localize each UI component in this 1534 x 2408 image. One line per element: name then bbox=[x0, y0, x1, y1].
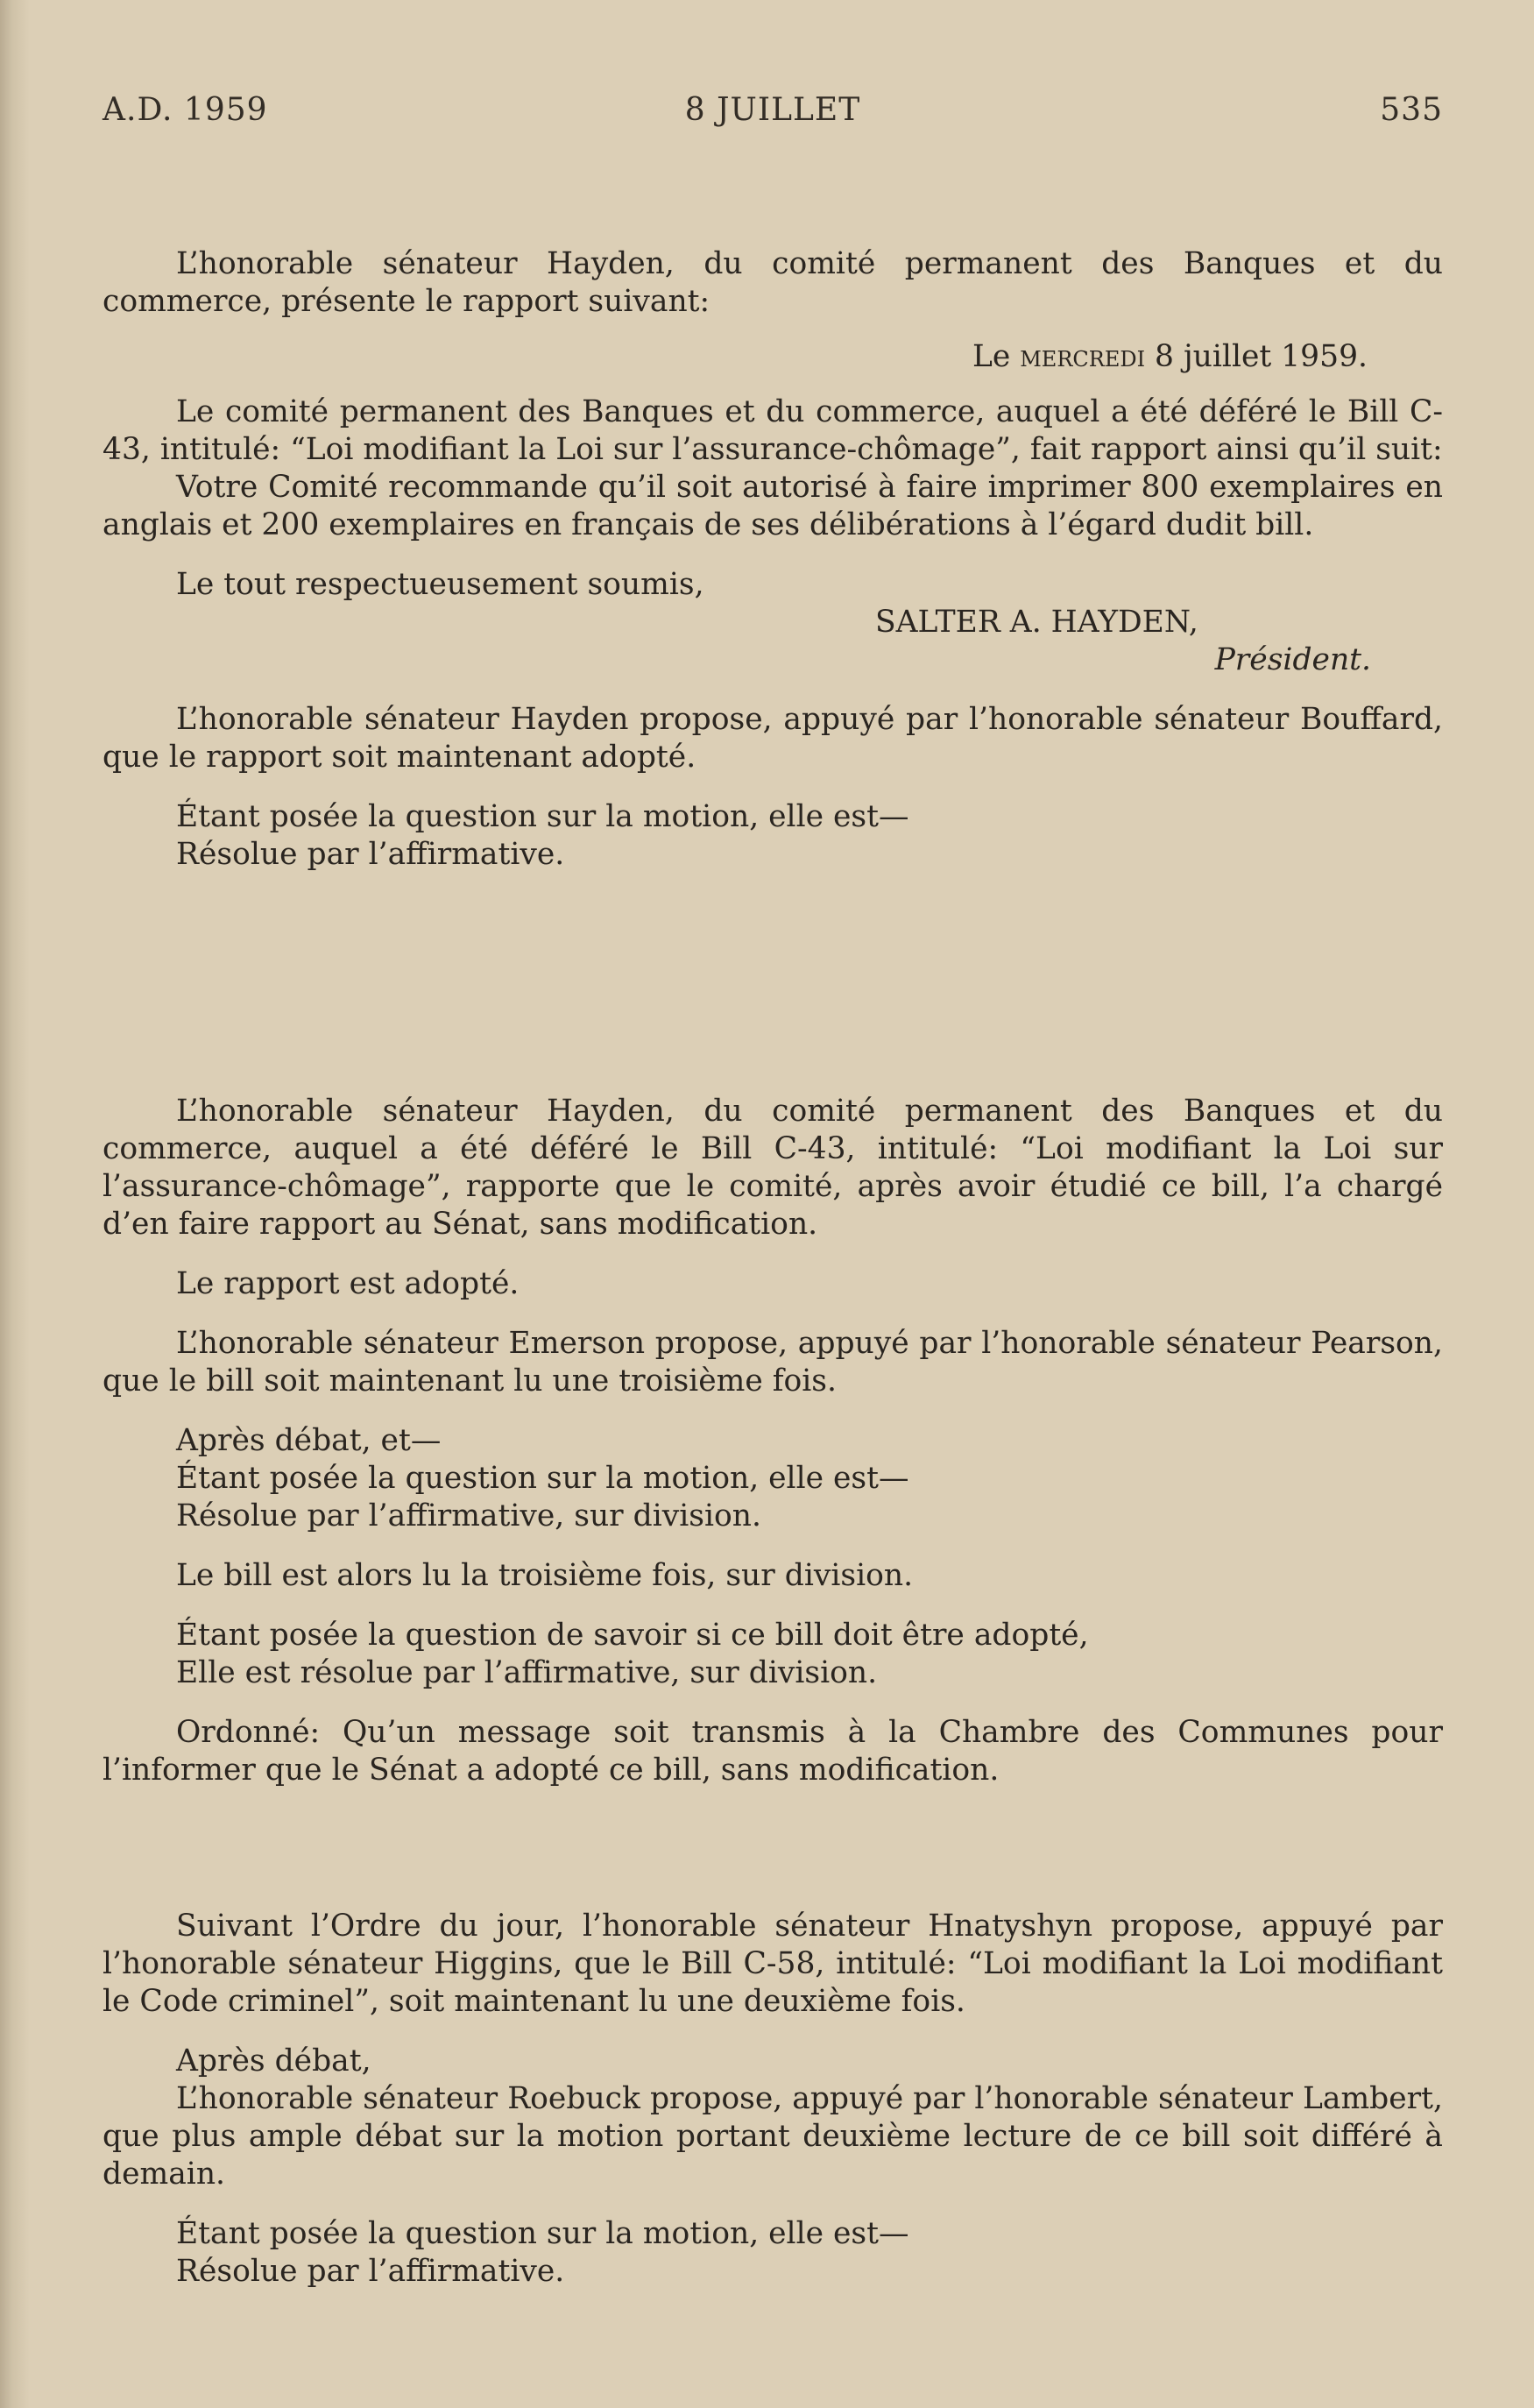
report-paragraph: Le comité permanent des Banques et du commerce, auquel a été déféré le Bill C-43, intitulé: “Loi modifiant la Loi sur l’assurance-chômage”, fait rapport ainsi qu’il suit: bbox=[103, 394, 1443, 467]
report-recommendation: Votre Comité recommande qu’il soit autorisé à faire imprimer 800 exemplaires en anglais et 200 exemplaires en français de ses délibérations à l’égard dudit bill. bbox=[103, 470, 1443, 542]
signature-title: Président. bbox=[1214, 642, 1371, 677]
adoption-question: Étant posée la question de savoir si ce bill doit être adopté, bbox=[176, 1618, 1089, 1653]
adoption-resolution: Elle est résolue par l’affirmative, sur division. bbox=[176, 1655, 878, 1690]
report-intro: L’honorable sénateur Hayden, du comité permanent des Banques et du commerce, présente le rapport suivant: bbox=[103, 246, 1443, 319]
question-line: Étant posée la question sur la motion, elle est— bbox=[176, 2216, 909, 2251]
header-date: 8 JUILLET bbox=[684, 92, 861, 128]
section-second-reading bbox=[103, 1908, 1443, 2291]
resolution-line: Résolue par l’affirmative. bbox=[176, 837, 565, 872]
report-closing: Le tout respectueusement soumis, bbox=[176, 567, 704, 602]
third-reading-motion: L’honorable sénateur Emerson propose, appuyé par l’honorable sénateur Pearson, que le bill soit maintenant lu une troisième fois. bbox=[103, 1326, 1443, 1399]
debate-line: Après débat, et— bbox=[176, 1423, 442, 1458]
second-reading-motion: Suivant l’Ordre du jour, l’honorable sénateur Hnatyshyn propose, appuyé par l’honorable sénateur Higgins, que le Bill C-58, intitulé: “Loi modifiant la Loi modifiant le Code criminel”, soit maintenant lu une deuxième fois. bbox=[103, 1909, 1443, 2019]
running-header bbox=[103, 92, 1443, 136]
report-adopted: Le rapport est adopté. bbox=[176, 1266, 520, 1301]
adoption-motion: L’honorable sénateur Hayden propose, appuyé par l’honorable sénateur Bouffard, que le rapport soit maintenant adopté. bbox=[103, 702, 1443, 775]
section-third-reading bbox=[103, 1093, 1443, 1789]
adjournment-motion: L’honorable sénateur Roebuck propose, appuyé par l’honorable sénateur Lambert, que plus ample débat sur la motion portant deuxième lecture de ce bill soit différé à demain. bbox=[103, 2081, 1443, 2192]
committee-report-paragraph: L’honorable sénateur Hayden, du comité permanent des Banques et du commerce, auquel a été déféré le Bill C-43, intitulé: “Loi modifiant la Loi sur l’assurance-chômage”, rapporte que le comité, après avoir étudié ce bill, l’a chargé d’en faire rapport au Sénat, sans modification. bbox=[103, 1094, 1443, 1242]
question-line: Étant posée la question sur la motion, elle est— bbox=[176, 799, 909, 834]
report-date: Le mercredi 8 juillet 1959. bbox=[972, 339, 1368, 374]
resolution-line: Résolue par l’affirmative. bbox=[176, 2254, 565, 2289]
page-number: 535 bbox=[1380, 92, 1443, 128]
header-year: A.D. 1959 bbox=[103, 92, 268, 128]
section-committee-report bbox=[103, 245, 1443, 874]
resolution-line: Résolue par l’affirmative, sur division. bbox=[176, 1498, 761, 1533]
debate-line: Après débat, bbox=[176, 2043, 371, 2079]
order-message: Ordonné: Qu’un message soit transmis à la Chambre des Communes pour l’informer que le Sénat a adopté ce bill, sans modification. bbox=[103, 1715, 1443, 1788]
bill-read-third-time: Le bill est alors lu la troisième fois, sur division. bbox=[176, 1558, 914, 1593]
signature-name: SALTER A. HAYDEN, bbox=[875, 605, 1198, 640]
question-line: Étant posée la question sur la motion, elle est— bbox=[176, 1461, 909, 1496]
